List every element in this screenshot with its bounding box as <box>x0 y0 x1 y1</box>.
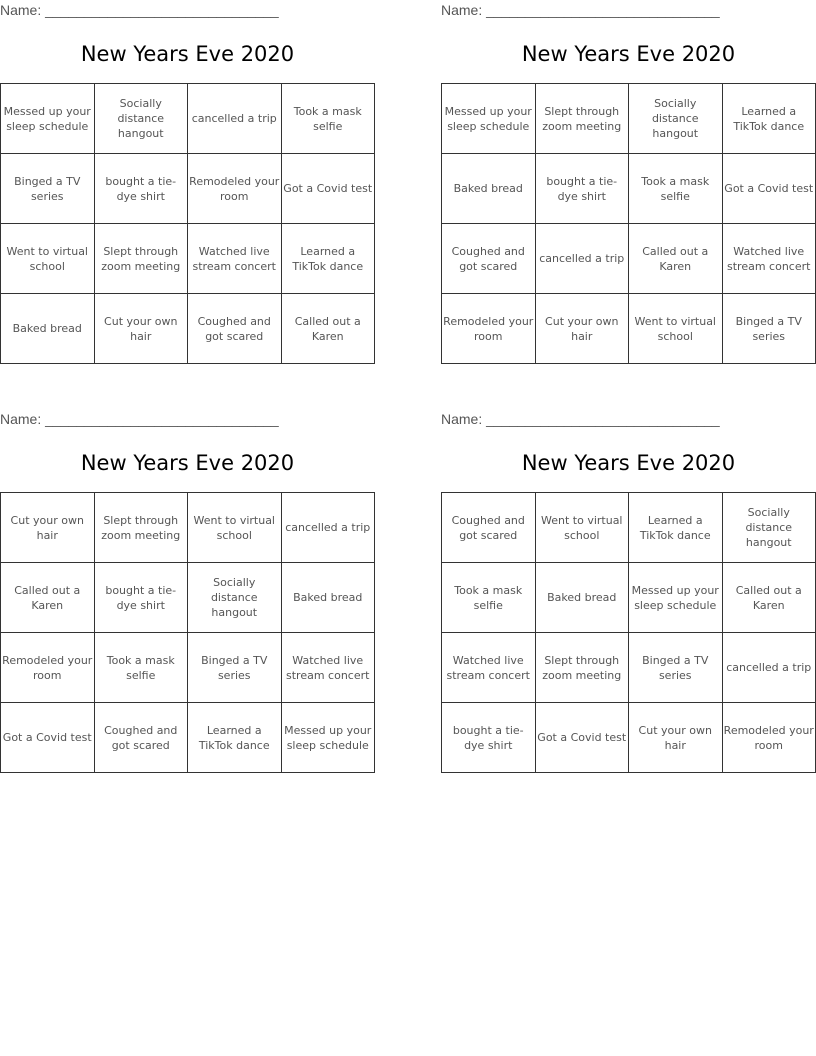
bingo-cell: Messed up your sleep schedule <box>442 84 536 154</box>
bingo-cell: Learned a TikTok dance <box>629 493 723 563</box>
bingo-cell: Coughed and got scared <box>442 224 536 294</box>
bingo-cell: Got a Covid test <box>722 154 816 224</box>
grid-row <box>442 84 816 154</box>
bingo-cell: bought a tie-dye shirt <box>442 703 536 773</box>
bingo-card-4 <box>441 409 816 774</box>
bingo-card-1 <box>0 0 375 365</box>
bingo-cell: Coughed and got scared <box>442 493 536 563</box>
grid-row <box>1 633 375 703</box>
bingo-cell: Took a mask selfie <box>94 633 188 703</box>
bingo-cell: cancelled a trip <box>535 224 629 294</box>
card-title: New Years Eve 2020 <box>80 42 295 66</box>
bingo-cell: Remodeled your room <box>722 703 816 773</box>
bingo-cell: Took a mask selfie <box>281 84 375 154</box>
grid-row <box>442 294 816 364</box>
card-title: New Years Eve 2020 <box>80 451 295 475</box>
bingo-cell: Baked bread <box>1 294 95 364</box>
bingo-grid <box>441 83 816 364</box>
grid-row <box>1 224 375 294</box>
bingo-cell: Went to virtual school <box>535 493 629 563</box>
bingo-cell: Cut your own hair <box>94 294 188 364</box>
bingo-cell: Binged a TV series <box>1 154 95 224</box>
bingo-cell: Watched live stream concert <box>442 633 536 703</box>
bingo-cell: Binged a TV series <box>629 633 723 703</box>
bingo-cell: Learned a TikTok dance <box>281 224 375 294</box>
bingo-cell: Socially distance hangout <box>94 84 188 154</box>
bingo-cell: Watched live stream concert <box>188 224 282 294</box>
bingo-cell: Messed up your sleep schedule <box>281 703 375 773</box>
bingo-cell: Got a Covid test <box>535 703 629 773</box>
bingo-cell: Called out a Karen <box>722 563 816 633</box>
bingo-cell: cancelled a trip <box>281 493 375 563</box>
bingo-cell: Went to virtual school <box>1 224 95 294</box>
bingo-cell: Socially distance hangout <box>188 563 282 633</box>
grid-row <box>1 154 375 224</box>
bingo-cell: Messed up your sleep schedule <box>1 84 95 154</box>
grid-row <box>442 633 816 703</box>
bingo-cell: Learned a TikTok dance <box>722 84 816 154</box>
grid-row <box>1 294 375 364</box>
bingo-cell: Watched live stream concert <box>722 224 816 294</box>
bingo-grid <box>0 492 375 773</box>
bingo-cell: Went to virtual school <box>188 493 282 563</box>
grid-row <box>442 154 816 224</box>
bingo-cell: Slept through zoom meeting <box>94 224 188 294</box>
bingo-cell: Called out a Karen <box>281 294 375 364</box>
bingo-cell: Learned a TikTok dance <box>188 703 282 773</box>
card-title: New Years Eve 2020 <box>521 451 736 475</box>
bingo-cell: Remodeled your room <box>442 294 536 364</box>
bingo-cell: Binged a TV series <box>188 633 282 703</box>
bingo-cell: Baked bread <box>281 563 375 633</box>
bingo-cell: Took a mask selfie <box>629 154 723 224</box>
grid-row <box>1 84 375 154</box>
bingo-cell: Cut your own hair <box>535 294 629 364</box>
grid-row <box>442 703 816 773</box>
bingo-cell: Cut your own hair <box>1 493 95 563</box>
bingo-card-2 <box>441 0 816 365</box>
bingo-grid <box>441 492 816 773</box>
bingo-cell: Cut your own hair <box>629 703 723 773</box>
name-line: Name: ______________________________ <box>0 2 279 18</box>
name-line: Name: ______________________________ <box>0 411 279 427</box>
bingo-cell: cancelled a trip <box>188 84 282 154</box>
bingo-cell: Slept through zoom meeting <box>535 84 629 154</box>
name-line: Name: ______________________________ <box>441 411 720 427</box>
bingo-card-3 <box>0 409 375 774</box>
bingo-cell: Baked bread <box>442 154 536 224</box>
bingo-cell: bought a tie-dye shirt <box>535 154 629 224</box>
bingo-cell: bought a tie-dye shirt <box>94 563 188 633</box>
bingo-cell: Slept through zoom meeting <box>535 633 629 703</box>
bingo-cell: cancelled a trip <box>722 633 816 703</box>
bingo-cell: bought a tie-dye shirt <box>94 154 188 224</box>
bingo-grid <box>0 83 375 364</box>
bingo-cell: Messed up your sleep schedule <box>629 563 723 633</box>
grid-row <box>442 224 816 294</box>
bingo-cell: Coughed and got scared <box>188 294 282 364</box>
bingo-cell: Remodeled your room <box>188 154 282 224</box>
bingo-cell: Went to virtual school <box>629 294 723 364</box>
bingo-cell: Called out a Karen <box>629 224 723 294</box>
grid-row <box>1 703 375 773</box>
bingo-cell: Slept through zoom meeting <box>94 493 188 563</box>
grid-row <box>442 493 816 563</box>
bingo-cell: Got a Covid test <box>1 703 95 773</box>
bingo-cell: Got a Covid test <box>281 154 375 224</box>
bingo-cell: Binged a TV series <box>722 294 816 364</box>
bingo-cell: Socially distance hangout <box>629 84 723 154</box>
bingo-cell: Coughed and got scared <box>94 703 188 773</box>
name-line: Name: ______________________________ <box>441 2 720 18</box>
card-title: New Years Eve 2020 <box>521 42 736 66</box>
bingo-cell: Socially distance hangout <box>722 493 816 563</box>
bingo-cell: Called out a Karen <box>1 563 95 633</box>
bingo-cell: Took a mask selfie <box>442 563 536 633</box>
bingo-cell: Baked bread <box>535 563 629 633</box>
grid-row <box>442 563 816 633</box>
bingo-cell: Remodeled your room <box>1 633 95 703</box>
bingo-cell: Watched live stream concert <box>281 633 375 703</box>
grid-row <box>1 563 375 633</box>
grid-row <box>1 493 375 563</box>
